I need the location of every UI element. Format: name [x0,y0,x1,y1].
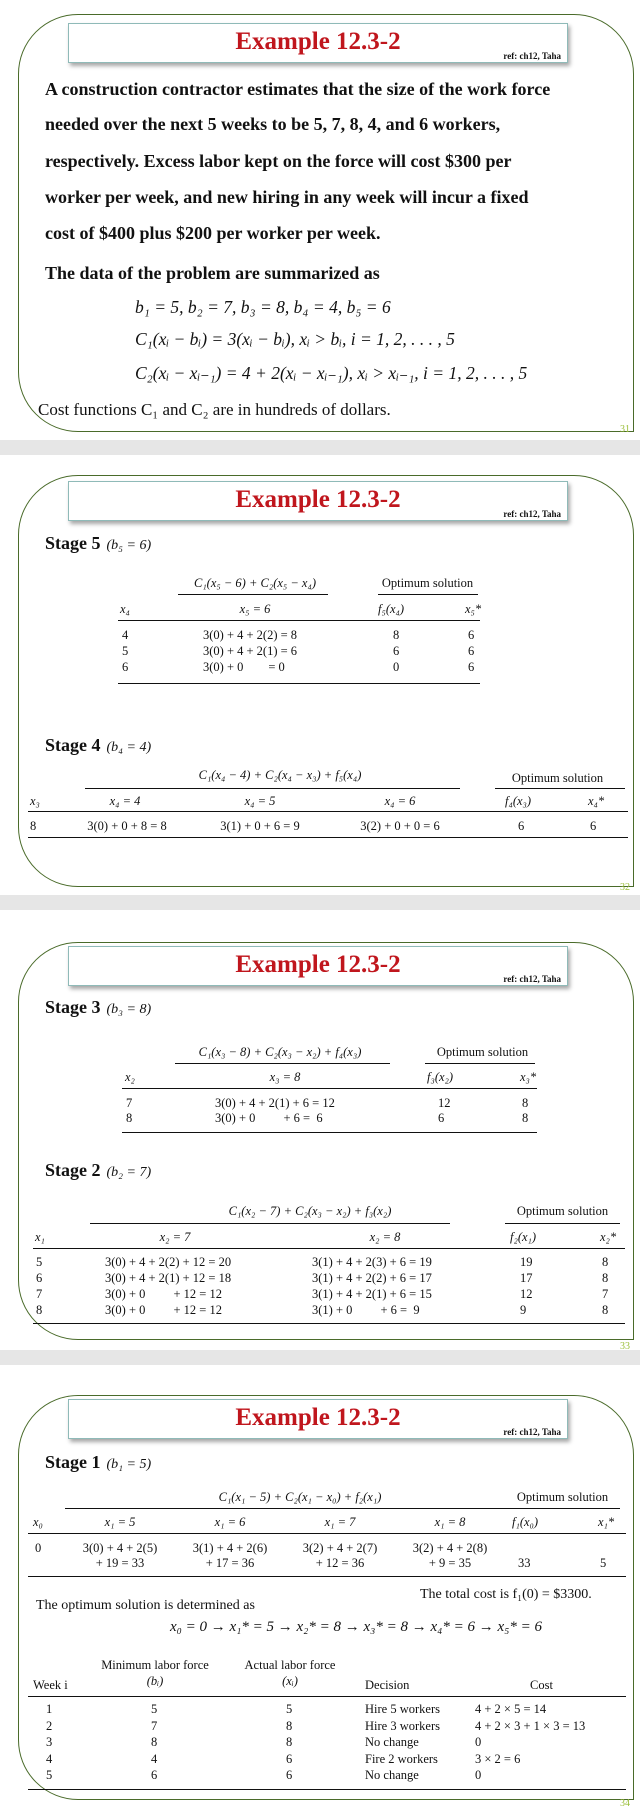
stage5-header: C₁(x₅ − 6) + C₂(x₅ − x₄) [193,576,316,590]
stage3-row-xs: 8 [522,1096,529,1110]
stage4-title: Stage 4 (b₄ = 4) [45,735,152,755]
title-box [68,481,568,521]
summary-row-cost: 0 [475,1735,482,1749]
stage1-row-v1b: + 19 = 33 [95,1556,145,1570]
stage2-row-v1: 3(0) + 4 + 2(1) + 12 = 18 [105,1271,232,1285]
stage3-row-f: 12 [438,1096,451,1110]
stage3-row-x: 8 [126,1111,133,1125]
summary-row-min: 6 [151,1768,158,1782]
summary-row-cost: 3 × 2 = 6 [475,1751,521,1766]
stage1-opt-header: Optimum solution [516,1490,609,1504]
summary-row-decision: Fire 2 workers [365,1751,438,1766]
equation-b: b₁ = 5, b₂ = 7, b₃ = 8, b₄ = 4, b₅ = 6 [135,297,391,317]
summary-row-min: 7 [151,1718,158,1733]
stage3-header: C₁(x₃ − 8) + C₂(x₃ − x₂) + f₄(x₃) [198,1045,362,1059]
col-min-header-sub: (bᵢ) [146,1674,164,1688]
stage2-row-f: 9 [520,1303,527,1317]
stage4-row-v3: 3(2) + 0 + 0 = 6 [360,819,440,833]
stage1-col-2: x₁ = 6 [214,1515,246,1529]
reference-note: ref: ch12, Taha [503,1427,561,1437]
equation-c2: C₂(xᵢ − xᵢ₋₁) = 4 + 2(xᵢ − xᵢ₋₁), xᵢ > xᵢ₋₁, i = 1, 2, . . . , 5 [135,363,528,383]
summary-row-week: 3 [46,1735,53,1749]
col-act-header-sub: (xᵢ) [282,1674,298,1688]
summary-row-week: 2 [46,1718,53,1733]
title-box [68,946,568,986]
slide-title: Example 12.3-2 [235,28,401,55]
stage5-row-expr: 3(0) + 4 + 2(2) = 8 [203,628,298,642]
stage4-row-v1: 3(0) + 0 + 8 = 8 [87,819,167,833]
stage1-row-x: 0 [35,1541,42,1555]
col-decision-header: Decision [365,1678,410,1692]
stage5-opt-header: Optimum solution [381,576,474,590]
summary-row-decision: Hire 5 workers [365,1702,440,1716]
summary-row-min: 5 [151,1702,158,1716]
stage5-row-x: 6 [122,660,129,674]
summary-row-min: 8 [151,1735,158,1749]
stage1-col-4: x₁ = 8 [434,1515,466,1529]
page-number: 34 [620,1798,630,1808]
stage1-row-v4b: + 9 = 35 [428,1556,472,1570]
col-week-header: Week i [33,1678,68,1692]
stage4-col-xs: x₄* [588,794,605,808]
col-act-header: Actual labor force [244,1658,336,1672]
optimum-intro: The optimum solution is determined as [36,1598,255,1613]
stage2-header: C₁(x₂ − 7) + C₂(x₃ − x₂) + f₃(x₂) [228,1204,392,1218]
stage4-row-xs: 6 [590,819,597,833]
stage5-row-f: 6 [393,644,400,658]
stage3-opt-header: Optimum solution [436,1045,529,1059]
col-cost-header: Cost [530,1678,553,1692]
summary-row-cost: 4 + 2 × 5 = 14 [475,1702,547,1716]
summary-row-cost: 4 + 2 × 3 + 1 × 3 = 13 [475,1718,586,1733]
slide-33 [0,910,640,1350]
stage3-row-v1: 3(0) + 0 + 6 = 6 [215,1111,323,1125]
stage3-title: Stage 3 (b₃ = 8) [45,997,152,1017]
stage2-row-xs: 7 [602,1287,609,1301]
reference-note: ref: ch12, Taha [503,974,561,984]
summary-row-actual: 5 [286,1702,293,1716]
stage5-row-xs: 6 [468,660,475,674]
stage2-row-v2: 3(1) + 0 + 6 = 9 [312,1303,420,1317]
stage5-row-f: 0 [393,660,400,674]
stage2-row-f: 12 [520,1287,533,1301]
problem-line-1: A construction contractor estimates that the size of the work force [45,79,551,99]
stage2-row-v2: 3(1) + 4 + 2(1) + 6 = 15 [312,1287,432,1301]
summary-row-decision: Hire 3 workers [365,1718,440,1733]
stage2-title: Stage 2 (b₂ = 7) [45,1160,152,1180]
stage1-row-v1a: 3(0) + 4 + 2(5) [82,1541,158,1555]
stage5-col-xs: x₅* [465,602,482,616]
stage2-col-1: x₂ = 7 [159,1230,191,1244]
stage5-row-expr: 3(0) + 0 = 0 [203,660,285,674]
page-number: 33 [620,1341,630,1350]
stage4-opt-header: Optimum solution [511,771,604,785]
stage5-row-xs: 6 [468,644,475,658]
stage1-row-v2a: 3(1) + 4 + 2(6) [192,1541,268,1555]
summary-row-week: 4 [46,1751,53,1766]
stage2-row-f: 19 [520,1255,533,1269]
stage2-row-x: 7 [36,1287,43,1301]
stage5-col-x5: x₅ = 6 [239,602,271,616]
stage2-col-f: f₂(x₁) [510,1230,537,1244]
summary-row-cost: 0 [475,1768,482,1782]
summary-row-actual: 6 [286,1768,293,1782]
stage2-col-xs: x₂* [600,1230,617,1244]
stage3-row-f: 6 [438,1111,445,1125]
summary-row-week: 1 [46,1702,53,1716]
page-number: 31 [620,424,630,435]
page-number: 32 [620,882,630,893]
stage3-row-x: 7 [126,1096,133,1110]
reference-note: ref: ch12, Taha [503,51,561,61]
stage4-col-3: x₄ = 6 [384,794,416,808]
stage1-col-x0: x₀ [33,1515,43,1529]
stage2-row-xs: 8 [602,1271,609,1285]
summary-row-week: 5 [46,1768,53,1782]
stage4-col-x3: x₃ [30,794,40,808]
stage2-row-v1: 3(0) + 4 + 2(2) + 12 = 20 [105,1255,232,1269]
stage1-row-v2b: + 17 = 36 [205,1556,255,1570]
summary-row-decision: No change [365,1768,419,1782]
reference-note: ref: ch12, Taha [503,509,561,519]
stage1-col-xs: x₁* [598,1515,615,1529]
stage4-header: C₁(x₄ − 4) + C₂(x₄ − x₃) + f₅(x₄) [198,768,362,782]
stage5-row-x: 4 [122,628,129,642]
stage2-row-x: 6 [36,1271,43,1285]
optimum-path: x₀ = 0 → x₁* = 5 → x₂* = 8 → x₃* = 8 → x₄* = 6 → x₅* = 6 [170,1619,542,1635]
stage1-row-v3b: + 12 = 36 [315,1556,365,1570]
stage2-row-x: 5 [36,1255,43,1269]
stage1-row-v3a: 3(2) + 4 + 2(7) [302,1541,378,1555]
stage4-col-2: x₄ = 5 [244,794,276,808]
problem-line-2: needed over the next 5 weeks to be 5, 7, 8, 4, and 6 workers, [45,114,501,134]
stage2-row-v1: 3(0) + 0 + 12 = 12 [105,1303,222,1317]
cost-note: Cost functions C₁ and C₂ are in hundreds of dollars. [38,400,391,419]
stage3-col-f: f₃(x₂) [427,1070,454,1084]
summary-row-actual: 8 [286,1718,293,1733]
stage2-row-v1: 3(0) + 0 + 12 = 12 [105,1287,222,1301]
stage1-row-xs: 5 [600,1556,607,1570]
stage4-row-x: 8 [30,819,37,833]
slide-31 [0,0,640,440]
stage4-col-1: x₄ = 4 [109,794,141,808]
slide-32 [0,455,640,895]
stage3-row-v1: 3(0) + 4 + 2(1) + 6 = 12 [215,1096,335,1110]
stage3-col-x2: x₂ [125,1070,135,1084]
problem-line-4: worker per week, and new hiring in any week will incur a fixed [45,187,529,207]
stage1-title: Stage 1 (b₁ = 5) [45,1452,152,1472]
stage1-header: C₁(x₁ − 5) + C₂(x₁ − x₀) + f₂(x₁) [218,1490,382,1504]
summary-row-min: 4 [151,1751,158,1766]
stage5-row-expr: 3(0) + 4 + 2(1) = 6 [203,644,298,658]
stage2-opt-header: Optimum solution [516,1204,609,1218]
stage1-col-1: x₁ = 5 [104,1515,136,1529]
title-box [68,23,568,63]
stage5-title: Stage 5 (b₅ = 6) [45,533,152,553]
stage3-col-1: x₃ = 8 [269,1070,301,1084]
stage2-col-x1: x₁ [35,1230,45,1244]
title-box [68,1399,568,1439]
slide-34 [0,1365,640,1808]
stage1-row-v4a: 3(2) + 4 + 2(8) [412,1541,488,1555]
summary-line: The data of the problem are summarized as [45,263,380,283]
stage1-row-f: 33 [518,1556,531,1570]
stage2-row-x: 8 [36,1303,43,1317]
summary-row-decision: No change [365,1735,419,1749]
slide-title: Example 12.3-2 [235,486,401,513]
slide-title: Example 12.3-2 [235,1404,401,1431]
stage5-row-xs: 6 [468,628,475,642]
stage3-row-xs: 8 [522,1111,529,1125]
stage2-row-v2: 3(1) + 4 + 2(3) + 6 = 19 [312,1255,432,1269]
stage2-row-v2: 3(1) + 4 + 2(2) + 6 = 17 [312,1271,432,1285]
stage2-row-xs: 8 [602,1303,609,1317]
summary-row-actual: 6 [286,1751,293,1766]
problem-line-5: cost of $400 plus $200 per worker per week. [45,223,381,243]
stage4-row-f: 6 [518,819,525,833]
stage2-col-2: x₂ = 8 [369,1230,401,1244]
slide-title: Example 12.3-2 [235,951,401,978]
summary-row-actual: 8 [286,1735,293,1749]
stage4-col-f: f₄(x₃) [505,794,532,808]
equation-c1: C₁(xᵢ − bᵢ) = 3(xᵢ − bᵢ), xᵢ > bᵢ, i = 1, 2, . . . , 5 [135,329,455,349]
stage1-col-3: x₁ = 7 [324,1515,356,1529]
col-min-header: Minimum labor force [101,1658,209,1672]
stage5-row-f: 8 [393,628,400,642]
stage2-row-xs: 8 [602,1255,609,1269]
stage5-col-x4: x₄ [120,602,130,616]
total-cost: The total cost is f₁(0) = $3300. [420,1587,592,1602]
problem-line-3: respectively. Excess labor kept on the force will cost $300 per [45,151,512,171]
stage1-col-f: f₁(x₀) [512,1515,539,1529]
stage5-col-f: f₅(x₄) [378,602,405,616]
stage5-row-x: 5 [122,644,129,658]
stage2-row-f: 17 [520,1271,533,1285]
stage3-col-xs: x₃* [520,1070,537,1084]
stage4-row-v2: 3(1) + 0 + 6 = 9 [220,819,300,833]
